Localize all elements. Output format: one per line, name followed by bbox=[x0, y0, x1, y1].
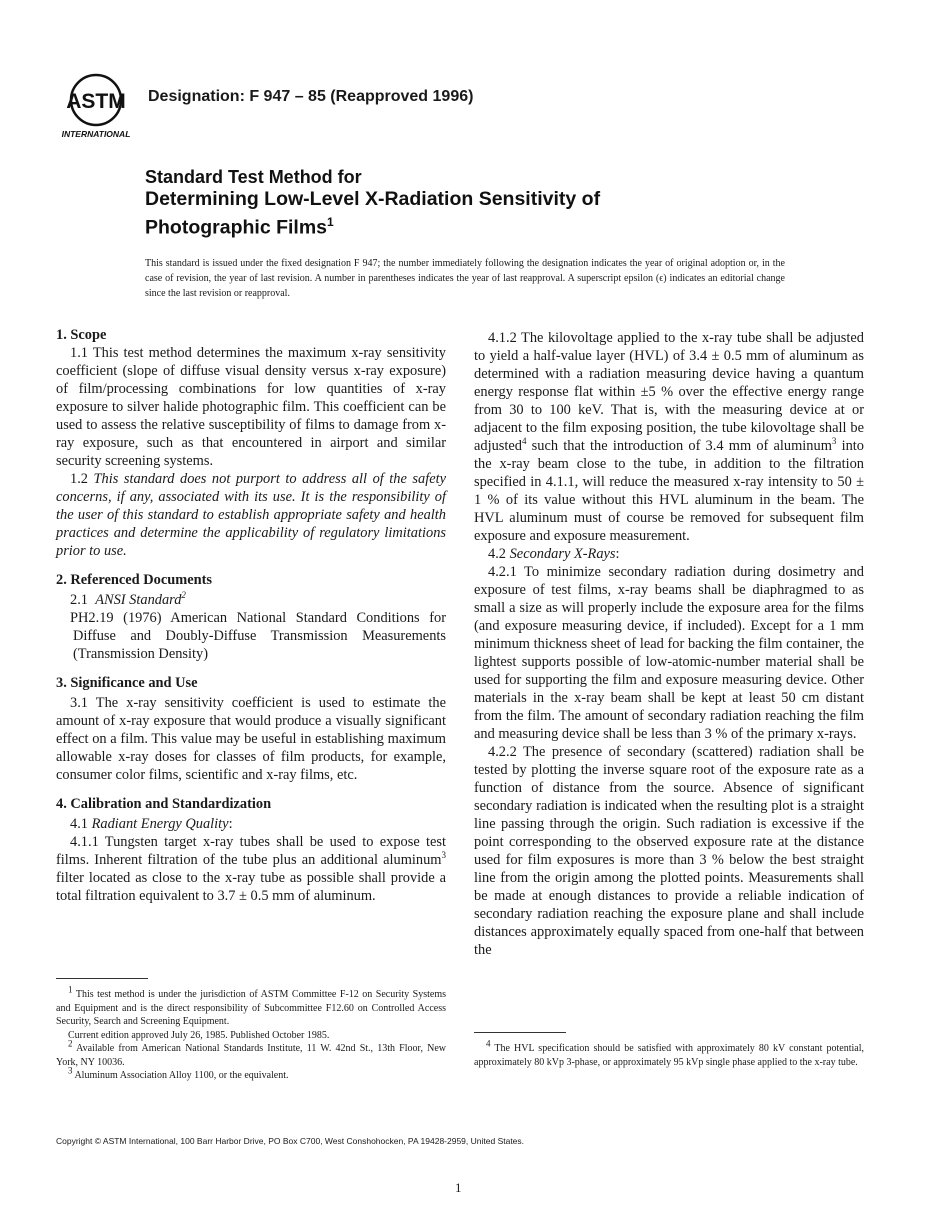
title-line-3: Photographic Films$^1$ bbox=[145, 215, 334, 239]
title-footnote-mark: 1 bbox=[327, 215, 334, 229]
footnote-1: $^1$ This test method is under the jurisdiction of ASTM Committee F-12 on Security Systems and Equipment and is the direct responsibility of Subcommittee F12.60 on Controlled Access Security, Search and Screening Equipment. bbox=[56, 984, 446, 1027]
footnote-2: $^2$ Available from American National Standards Institute, 11 W. 42nd St., 13th Floor, New York, NY 10036. bbox=[56, 1038, 446, 1068]
paragraph-1-1: 1.1 This test method determines the maximum x-ray sensitivity coefficient (slope of diffuse visual density versus x-ray exposure) of film/processing combinations for low quantities of x-ray exposure to silver halide photographic film. This coefficient can be used to assess the relative susceptibility of films to damage from x-ray exposure, such as that encountered in airport and similar security screening systems. bbox=[56, 345, 446, 469]
astm-logo bbox=[56, 72, 136, 142]
footnote-4: $^4$ The HVL specification should be satisfied with approximately 80 kV constant potential, approximately 80 kVp 3-phase, or approximately 95 kVp single phase applied to the x-ray tube. bbox=[474, 1038, 864, 1068]
paragraph-4-2-2: 4.2.2 The presence of secondary (scattered) radiation shall be tested by plotting the inverse square root of the exposure rate as a function of distance from the source. Absence of significant secondary radiation is indicated when the resulting plot is a straight line passing through the origin. Such radiation is excessive if the point corresponding to the observed exposure rate at the distance used for film exposures is more than 3 % below the best straight line from the origin among the plotted points. Measurements shall be made at enough distances to provide a reliable indication of secondary radiation reaching the exposure plane and shall include distances approximately equally spaced from one-half that between the bbox=[474, 744, 864, 958]
paragraph-4-2: 4.2 Secondary X-Rays: bbox=[488, 546, 620, 562]
footnote-divider-left bbox=[56, 978, 148, 979]
page-number: 1 bbox=[455, 1180, 462, 1195]
title-line-2: Determining Low-Level X-Radiation Sensitivity of bbox=[145, 188, 601, 210]
logo-text: ASTM bbox=[66, 90, 126, 113]
footnote-1-edition: Current edition approved July 26, 1985. Published October 1985. bbox=[68, 1029, 330, 1041]
referenced-standard-item: PH2.19 (1976) American National Standard Conditions for Diffuse and Doubly-Diffuse Transmission Measurements (Transmission Density) bbox=[70, 610, 446, 662]
section-heading-scope: 1. Scope bbox=[56, 327, 107, 343]
footnotes-left bbox=[56, 984, 446, 1083]
paragraph-4-1-2: 4.1.2 The kilovoltage applied to the x-ray tube shall be adjusted to yield a half-value layer (HVL) of 3.4 ± 0.5 mm of aluminum as determined with a radiation measuring device having a quantum energy response flat within ±5 % over the effective energy range from 30 to 100 keV. That is, with the measuring device at or adjacent to the film exposing position, the tube kilovoltage shall be adjusted$^4$ such that the introduction of 3.4 mm of aluminum$^3$ into the x-ray beam close to the tube, in addition to the filtration specified in 4.1.1, will reduce the measured x-ray intensity to 50 ± 1 % of its value without this HVL aluminum in the beam. The HVL aluminum must of course be removed for subsequent film exposure and exposure measurement. bbox=[474, 330, 864, 544]
paragraph-3-1: 3.1 The x-ray sensitivity coefficient is used to estimate the amount of x-ray exposure that would produce a visually significant effect on a film. This value may be useful in establishing maximum allowable x-ray doses for classes of film products, for example, consumer color films, scientific and x-ray films, etc. bbox=[56, 695, 446, 783]
left-column bbox=[56, 326, 446, 905]
footnotes-right bbox=[474, 1038, 864, 1069]
copyright-notice: Copyright © ASTM International, 100 Barr Harbor Drive, PO Box C700, West Conshohocken, PA 19428-2959, United States. bbox=[56, 1136, 525, 1146]
footnote-divider-right bbox=[474, 1032, 566, 1033]
paragraph-4-2-1: 4.2.1 To minimize secondary radiation during dosimetry and exposure of test films, x-ray beams shall be diaphragmed to as small a size as will properly include the exposure area for the films (and exposure measuring device, if included). Except for a 1 mm minimum thickness sheet of lead for backing the film container, the lightest supports possible of low-atomic-number material shall be used for supporting the film and exposure measuring device. Other materials in the x-ray beam shall be kept at least 50 cm distant from the film. The amount of secondary radiation reaching the film and measuring device shall be less than 3 % of the primary x-rays. bbox=[474, 564, 864, 742]
designation: Designation: F 947 – 85 (Reapproved 1996) bbox=[148, 88, 474, 105]
preamble-text: This standard is issued under the fixed designation F 947; the number immediately following the designation indicates the year of original adoption or, in the case of revision, the year of last revision. A number in parentheses indicates the year of last reapproval. A superscript epsilon (ϵ) indicates an editorial change since the last revision or reapproval. bbox=[145, 258, 785, 299]
paragraph-2-1: 2.1 ANSI Standard$^2$ bbox=[70, 590, 186, 608]
logo-subtext: INTERNATIONAL bbox=[61, 129, 131, 139]
section-heading-referenced-documents: 2. Referenced Documents bbox=[56, 572, 212, 588]
paragraph-1-2: 1.2 This standard does not purport to address all of the safety concerns, if any, associated with its use. It is the responsibility of the user of this standard to establish appropriate safety and health practices and determine the applicability of regulatory limitations prior to use. bbox=[56, 471, 446, 559]
right-column bbox=[474, 329, 864, 959]
paragraph-4-1: 4.1 Radiant Energy Quality: bbox=[70, 816, 233, 832]
paragraph-4-1-1: 4.1.1 Tungsten target x-ray tubes shall be used to expose test films. Inherent filtration of the tube plus an additional aluminum$^3$ filter located as close to the x-ray tube as possible shall provide a total filtration equivalent to 3.7 ± 0.5 mm of aluminum. bbox=[56, 834, 446, 904]
section-heading-calibration: 4. Calibration and Standardization bbox=[56, 796, 272, 812]
title-line-1: Standard Test Method for bbox=[145, 167, 362, 187]
document-title bbox=[145, 166, 845, 240]
section-heading-significance: 3. Significance and Use bbox=[56, 675, 198, 691]
footnote-3: $^3$ Aluminum Association Alloy 1100, or the equivalent. bbox=[68, 1065, 289, 1081]
